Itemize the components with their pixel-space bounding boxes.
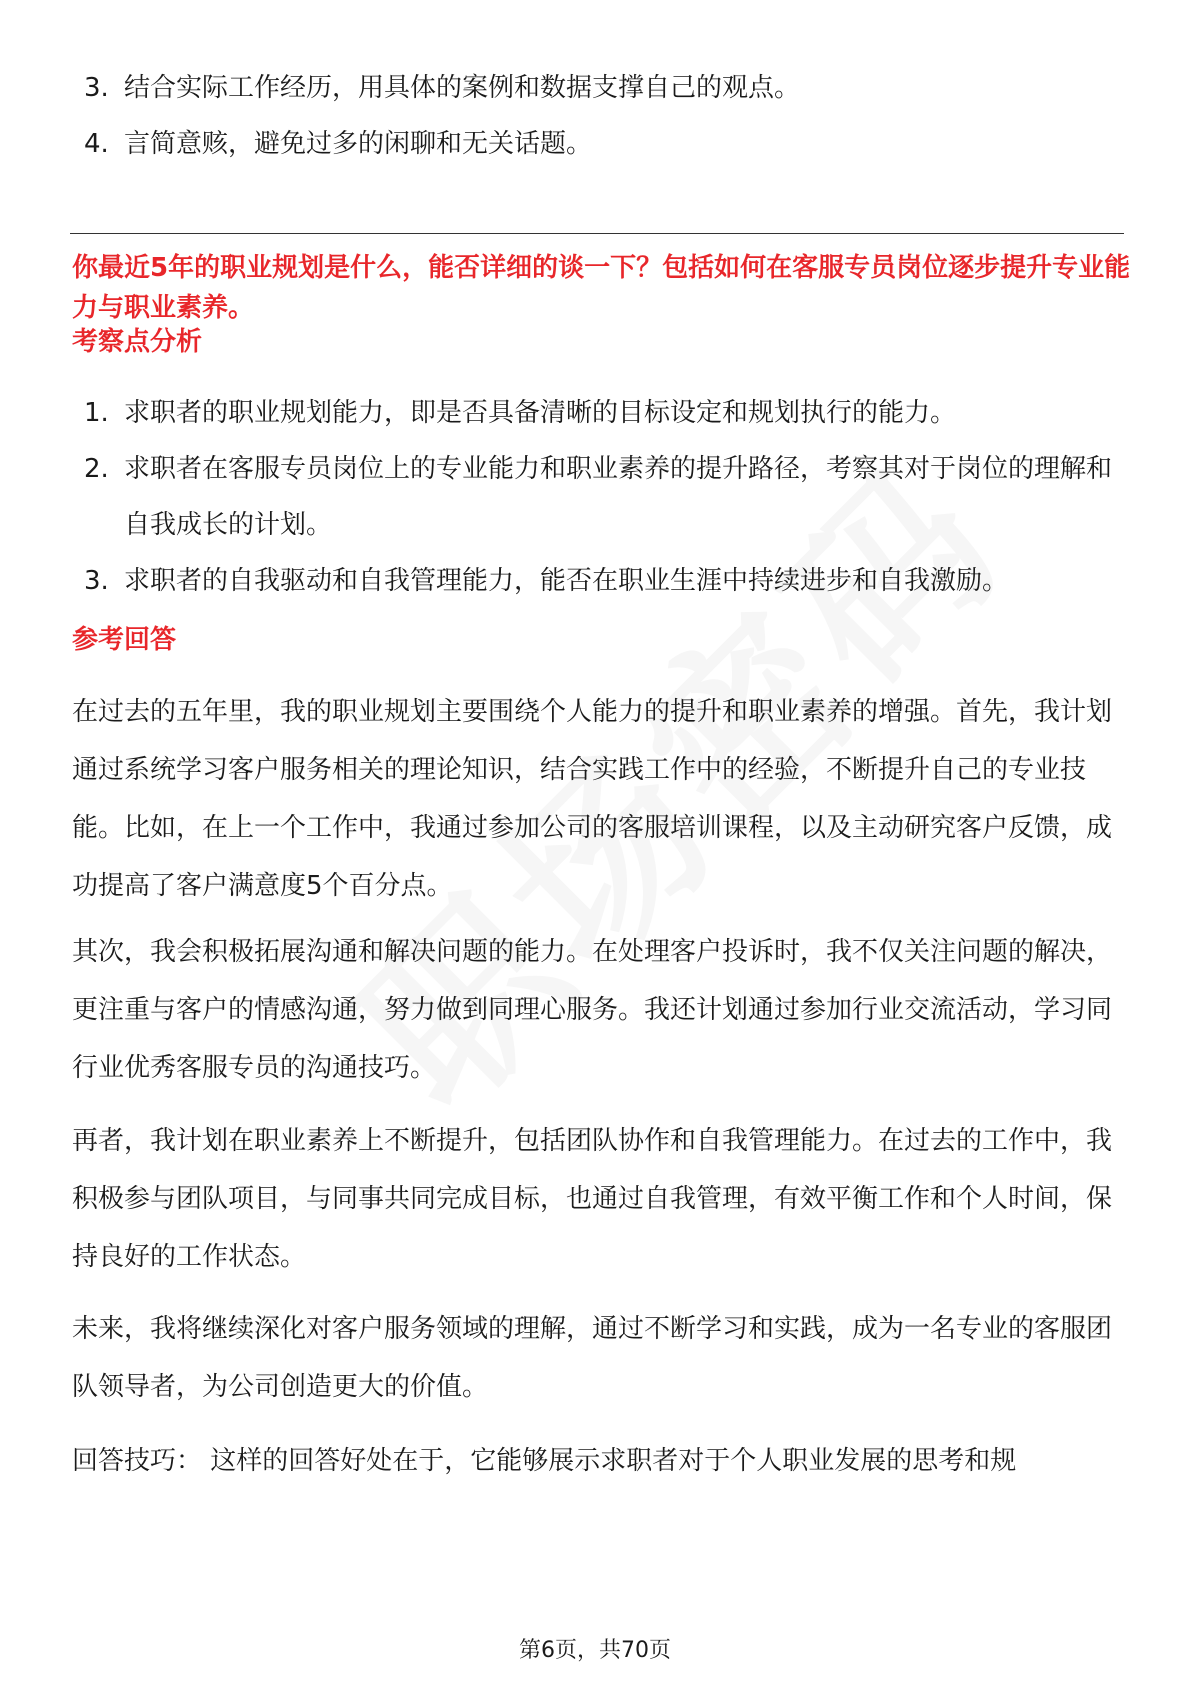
list-number: 3. xyxy=(84,566,109,596)
list-number: 2. xyxy=(84,454,109,484)
analysis-list xyxy=(0,385,1190,609)
list-number: 4. xyxy=(84,129,109,159)
list-item xyxy=(0,60,1190,116)
list-text: 求职者的自我驱动和自我管理能力，能否在职业生涯中持续进步和自我激励。 xyxy=(124,566,1009,596)
answer-tips-paragraph: 回答技巧： 这样的回答好处在于，它能够展示求职者对于个人职业发展的思考和规 xyxy=(72,1446,1017,1476)
list-item xyxy=(0,385,1190,441)
previous-tips-list xyxy=(0,60,1190,172)
answer-paragraph: 在过去的五年里，我的职业规划主要围绕个人能力的提升和职业素养的增强。首先，我计划通过系统学习客户服务相关的理论知识，结合实践工作中的经验，不断提升自己的专业技能。比如，在上一个工作中，我通过参加公司的客服培训课程，以及主动研究客户反馈，成功提高了客户满意度5个百分点。 xyxy=(72,697,1113,901)
answer-paragraph: 未来，我将继续深化对客户服务领域的理解，通过不断学习和实践，成为一名专业的客服团队领导者，为公司创造更大的价值。 xyxy=(72,1314,1113,1402)
section-divider xyxy=(70,233,1124,234)
list-number: 3. xyxy=(84,73,109,103)
answer-paragraph: 再者，我计划在职业素养上不断提升，包括团队协作和自我管理能力。在过去的工作中，我积极参与团队项目，与同事共同完成目标，也通过自我管理，有效平衡工作和个人时间，保持良好的工作状态。 xyxy=(72,1126,1113,1272)
list-text: 求职者在客服专员岗位上的专业能力和职业素养的提升路径，考察其对于岗位的理解和自我成长的计划。 xyxy=(124,454,1113,540)
list-number: 1. xyxy=(84,398,109,428)
list-item xyxy=(0,553,1190,609)
answer-paragraph: 其次，我会积极拓展沟通和解决问题的能力。在处理客户投诉时，我不仅关注问题的解决，更注重与客户的情感沟通，努力做到同理心服务。我还计划通过参加行业交流活动，学习同行业优秀客服专员的沟通技巧。 xyxy=(72,937,1113,1083)
page-number: 第6页，共70页 xyxy=(519,1638,671,1663)
list-text: 求职者的职业规划能力，即是否具备清晰的目标设定和规划执行的能力。 xyxy=(124,398,957,428)
list-item xyxy=(0,441,1190,553)
analysis-heading: 考察点分析 xyxy=(72,327,203,357)
list-text: 言简意赅，避免过多的闲聊和无关话题。 xyxy=(124,129,593,159)
answer-heading: 参考回答 xyxy=(72,625,177,655)
list-text: 结合实际工作经历，用具体的案例和数据支撑自己的观点。 xyxy=(124,73,801,103)
question-heading: 你最近5年的职业规划是什么，能否详细的谈一下？包括如何在客服专员岗位逐步提升专业能力与职业素养。 xyxy=(72,253,1131,323)
list-item xyxy=(0,116,1190,172)
